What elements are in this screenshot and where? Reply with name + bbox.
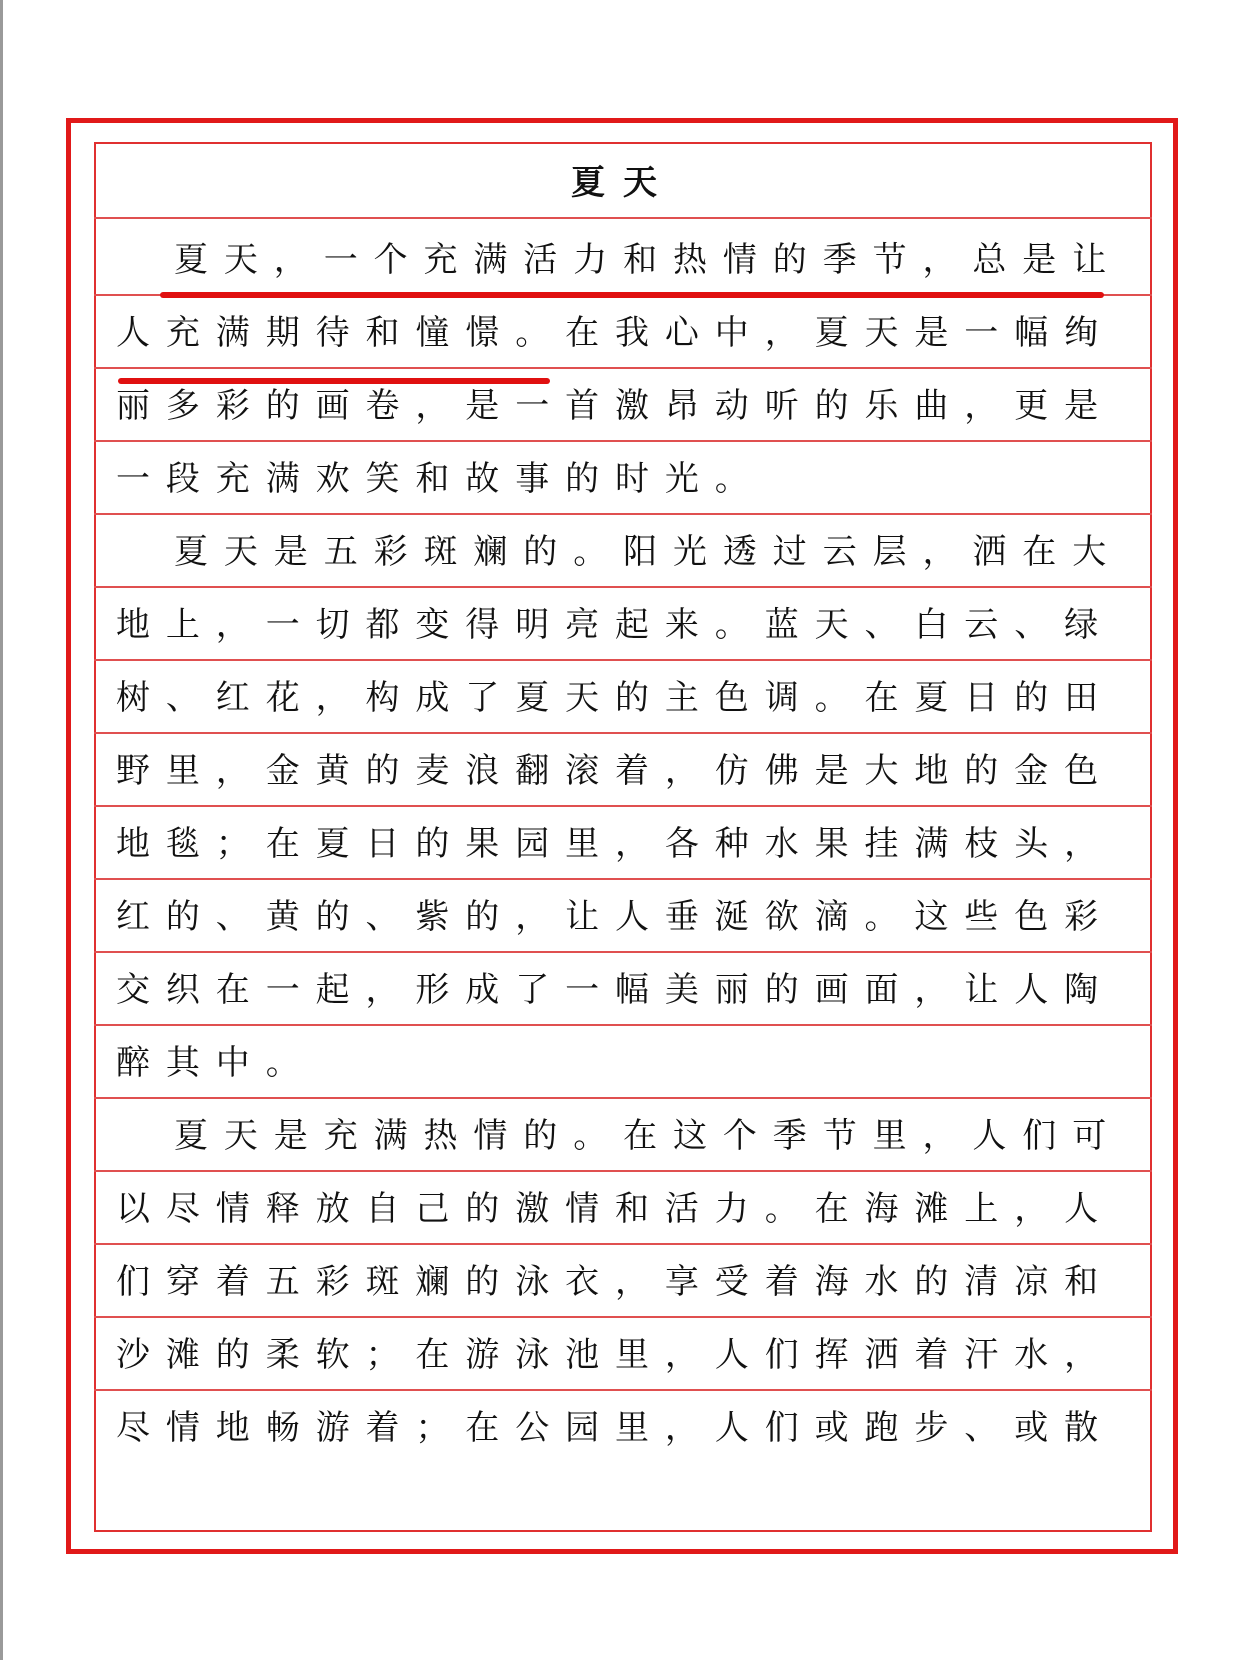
paragraph-line: 树、红花，构成了夏天的主色调。在夏日的田 — [116, 678, 1114, 718]
text-line — [94, 292, 1152, 369]
text-line — [94, 511, 1152, 588]
page-left-edge — [0, 0, 3, 1660]
text-line — [94, 1241, 1152, 1318]
text-line — [94, 1168, 1152, 1245]
highlight-underline — [118, 378, 550, 384]
paragraph-line: 夏天是五彩斑斓的。阳光透过云层，洒在大 — [174, 532, 1123, 572]
paragraph-line: 们穿着五彩斑斓的泳衣，享受着海水的清凉和 — [116, 1262, 1114, 1302]
paragraph-line: 醉其中。 — [116, 1043, 316, 1083]
text-line — [94, 1022, 1152, 1099]
text-line — [94, 1095, 1152, 1172]
paragraph-line: 丽多彩的画卷，是一首激昂动听的乐曲，更是 — [116, 386, 1114, 426]
title-row — [94, 142, 1152, 219]
paragraph-line: 一段充满欢笑和故事的时光。 — [116, 459, 765, 499]
highlight-underline — [160, 292, 1104, 298]
paragraph-line: 交织在一起，形成了一幅美丽的画面，让人陶 — [116, 970, 1114, 1010]
text-line — [94, 657, 1152, 734]
paragraph-line: 夏天，一个充满活力和热情的季节，总是让 — [174, 240, 1123, 280]
paragraph-line: 地毯；在夏日的果园里，各种水果挂满枝头， — [116, 824, 1114, 864]
essay-title: 夏天 — [571, 163, 675, 203]
paragraph-line: 以尽情释放自己的激情和活力。在海滩上，人 — [116, 1189, 1114, 1229]
paragraph-line: 尽情地畅游着；在公园里，人们或跑步、或散 — [116, 1408, 1114, 1448]
text-line — [94, 1387, 1152, 1464]
text-line — [94, 876, 1152, 953]
paragraph-line: 人充满期待和憧憬。在我心中，夏天是一幅绚 — [116, 313, 1114, 353]
paragraph-line: 地上，一切都变得明亮起来。蓝天、白云、绿 — [116, 605, 1114, 645]
text-line — [94, 365, 1152, 442]
paragraph-line: 野里，金黄的麦浪翻滚着，仿佛是大地的金色 — [116, 751, 1114, 791]
text-line — [94, 949, 1152, 1026]
text-line — [94, 730, 1152, 807]
text-line — [94, 438, 1152, 515]
text-line — [94, 803, 1152, 880]
text-line — [94, 584, 1152, 661]
paragraph-line: 夏天是充满热情的。在这个季节里，人们可 — [174, 1116, 1123, 1156]
text-line — [94, 219, 1152, 296]
paragraph-line: 沙滩的柔软；在游泳池里，人们挥洒着汗水， — [116, 1335, 1114, 1375]
text-line — [94, 1314, 1152, 1391]
paragraph-line: 红的、黄的、紫的，让人垂涎欲滴。这些色彩 — [116, 897, 1114, 937]
